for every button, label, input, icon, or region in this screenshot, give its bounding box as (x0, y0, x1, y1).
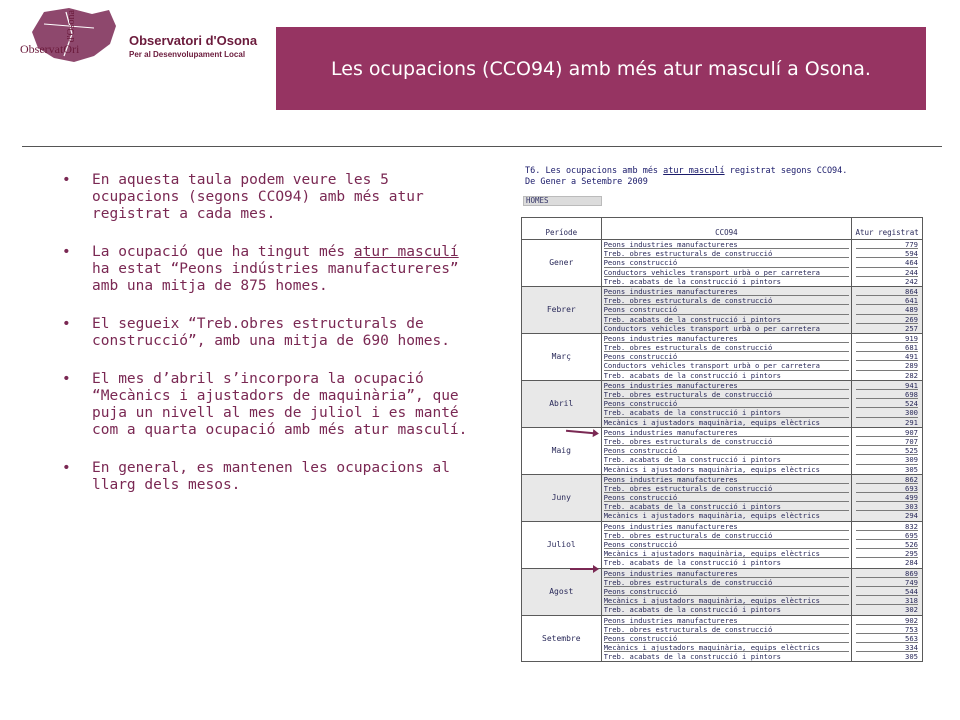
value-cell (852, 568, 923, 615)
occupation-cell (601, 380, 852, 427)
table-header-row (522, 218, 923, 240)
atur-value: 269 (856, 315, 918, 324)
atur-value: 919 (856, 334, 918, 343)
occupation-name: Treb. obres estructurals de construcció (604, 625, 850, 634)
table-row (522, 615, 923, 662)
period-cell: Juliol (522, 521, 602, 568)
atur-value: 499 (856, 493, 918, 502)
atur-value: 563 (856, 634, 918, 643)
atur-value: 244 (856, 268, 918, 277)
occupation-name: Treb. acabats de la construcció i pintors (603, 605, 781, 615)
value-cell (852, 380, 923, 427)
occupation-name: Conductors vehicles transport urbà o per carretera (604, 268, 850, 277)
atur-value: 524 (856, 399, 918, 408)
bullet-text-end: ha estat “Peons indústries manufactureres” amb una mitja de 875 homes. (92, 261, 459, 294)
value-cell (852, 615, 923, 662)
value-cell (852, 474, 923, 521)
atur-value: 749 (856, 578, 918, 587)
atur-value: 681 (856, 343, 918, 352)
atur-value: 302 (905, 605, 918, 615)
bullet-text: El mes d’abril s’incorpora la ocupació “Mecànics i ajustadors de maquinària”, que puja un nivell al mes de juliol i es manté com a quarta ocupació amb més atur masculí. (92, 371, 468, 438)
bullet-text: En general, es mantenen les ocupacions al llarg dels mesos. (92, 460, 450, 493)
atur-value: 864 (856, 287, 918, 296)
occupation-name: Peons construcció (604, 493, 850, 502)
occupation-name: Treb. acabats de la construcció i pintors (604, 455, 850, 464)
atur-value: 291 (905, 417, 918, 427)
atur-value: 295 (856, 549, 918, 558)
bullet-item (62, 244, 482, 295)
atur-value: 544 (856, 587, 918, 596)
bullet-item (62, 460, 482, 494)
atur-value: 491 (856, 352, 918, 361)
atur-value: 242 (905, 276, 918, 286)
occupation-cell (601, 240, 852, 287)
occupation-name: Treb. acabats de la construcció i pintors (603, 558, 781, 568)
bullet-underline: atur masculí (353, 244, 459, 260)
atur-value: 526 (856, 540, 918, 549)
occupation-name: Peons construcció (604, 634, 850, 643)
occupation-cell (601, 333, 852, 380)
occupation-name: Peons construcció (604, 258, 850, 267)
atur-value: 282 (905, 370, 918, 380)
caption-underline: atur masculí (663, 166, 725, 176)
period-cell: Setembre (522, 615, 602, 662)
value-cell (852, 427, 923, 474)
atur-value: 832 (856, 522, 918, 531)
occupation-name: Peons construcció (604, 446, 850, 455)
table-row (522, 568, 923, 615)
occupation-name: Peons industries manufactureres (604, 287, 850, 296)
atur-value: 779 (856, 240, 918, 249)
occupations-table (521, 217, 923, 662)
table-row (522, 380, 923, 427)
occupation-name: Conductors vehicles transport urbà o per carretera (603, 323, 820, 333)
period-cell: Gener (522, 240, 602, 287)
period-cell: Febrer (522, 286, 602, 333)
atur-value: 869 (856, 569, 918, 578)
bullet-item (62, 316, 482, 350)
arrow-juliol-icon (570, 568, 594, 570)
period-cell: Abril (522, 380, 602, 427)
occupation-name: Peons industries manufactureres (604, 428, 850, 437)
occupation-cell (601, 286, 852, 333)
atur-value: 594 (856, 249, 918, 258)
atur-value: 707 (856, 437, 918, 446)
header-atur: Atur registrat (852, 218, 923, 240)
value-cell (852, 333, 923, 380)
atur-value: 902 (856, 616, 918, 625)
occupation-name: Treb. acabats de la construcció i pintors (604, 315, 850, 324)
bullet-item (62, 371, 482, 439)
atur-value: 334 (856, 643, 918, 652)
occupation-name: Conductors vehicles transport urbà o per carretera (604, 361, 850, 370)
atur-value: 318 (856, 596, 918, 605)
period-cell: Agost (522, 568, 602, 615)
logo-tagline: Per al Desenvolupament Local (129, 50, 246, 59)
occupation-name: Peons construcció (604, 305, 850, 314)
period-cell: Març (522, 333, 602, 380)
header-cco94: CCO94 (601, 218, 852, 240)
occupation-name: Treb. acabats de la construcció i pintors (604, 502, 850, 511)
bullet-list (62, 172, 482, 515)
logo-name: Observatori d'Osona (129, 33, 258, 48)
atur-value: 641 (856, 296, 918, 305)
occupation-cell (601, 427, 852, 474)
occupation-name: Treb. obres estructurals de construcció (604, 578, 850, 587)
atur-value: 698 (856, 390, 918, 399)
atur-value: 693 (856, 484, 918, 493)
occupation-name: Mecànics i ajustadors maquinària, equips elèctrics (603, 511, 820, 521)
occupation-name: Peons construcció (604, 587, 850, 596)
table-row (522, 333, 923, 380)
occupation-name: Treb. obres estructurals de construcció (604, 437, 850, 446)
occupation-name: Peons industries manufactureres (604, 569, 850, 578)
table-row (522, 240, 923, 287)
logo-wordmark: ObservatOri (20, 42, 80, 56)
atur-value: 489 (856, 305, 918, 314)
occupation-name: Treb. acabats de la construcció i pintors (603, 370, 781, 380)
header-period: Període (522, 218, 602, 240)
atur-value: 300 (856, 408, 918, 417)
table-row (522, 286, 923, 333)
occupation-name: Peons industries manufactureres (604, 475, 850, 484)
atur-value: 309 (856, 455, 918, 464)
table-row (522, 427, 923, 474)
occupation-name: Treb. obres estructurals de construcció (604, 343, 850, 352)
atur-value: 289 (856, 361, 918, 370)
occupation-name: Mecànics i ajustadors maquinària, equips elèctrics (604, 549, 850, 558)
bullet-text: La ocupació que ha tingut més (92, 244, 354, 260)
occupation-name: Treb. acabats de la construcció i pintors (603, 652, 781, 662)
period-cell: Maig (522, 427, 602, 474)
title-banner (276, 27, 926, 110)
period-cell: Juny (522, 474, 602, 521)
caption-line1-end: registrat segons CCO94. (724, 166, 848, 176)
divider (22, 146, 942, 147)
atur-value: 284 (905, 558, 918, 568)
table-row (522, 474, 923, 521)
atur-value: 305 (905, 652, 918, 662)
atur-value: 753 (856, 625, 918, 634)
atur-value: 862 (856, 475, 918, 484)
atur-value: 257 (905, 323, 918, 333)
value-cell (852, 240, 923, 287)
occupation-cell (601, 521, 852, 568)
occupation-name: Mecànics i ajustadors maquinària, equips elèctrics (604, 643, 850, 652)
caption-line1: T6. Les ocupacions amb més (525, 166, 664, 176)
occupation-name: Treb. obres estructurals de construcció (604, 296, 850, 305)
table-caption (525, 166, 847, 188)
logo (14, 4, 264, 74)
occupation-name: Peons construcció (604, 540, 850, 549)
occupation-name: Treb. obres estructurals de construcció (604, 484, 850, 493)
table-row (522, 521, 923, 568)
bullet-text: En aquesta taula podem veure les 5 ocupacions (segons CCO94) amb més atur registrat a cada mes. (92, 172, 424, 222)
atur-value: 907 (856, 428, 918, 437)
occupation-name: Treb. obres estructurals de construcció (604, 531, 850, 540)
occupation-name: Peons industries manufactureres (604, 616, 850, 625)
occupation-name: Peons construcció (604, 399, 850, 408)
atur-value: 525 (856, 446, 918, 455)
value-cell (852, 286, 923, 333)
bullet-text: El segueix “Treb.obres estructurals de construcció”, amb una mitja de 690 homes. (92, 316, 450, 349)
occupation-name: Treb. obres estructurals de construcció (604, 390, 850, 399)
occupation-name: Peons construcció (604, 352, 850, 361)
occupation-name: Peons industries manufactureres (604, 522, 850, 531)
bullet-item (62, 172, 482, 223)
occupation-cell (601, 568, 852, 615)
occupation-name: Mecànics i ajustadors maquinària, equips elèctrics (603, 417, 820, 427)
atur-value: 695 (856, 531, 918, 540)
occupation-name: Peons industries manufactureres (604, 334, 850, 343)
occupation-name: Treb. acabats de la construcció i pintors (603, 276, 781, 286)
subset-label: HOMES (523, 196, 602, 206)
value-cell (852, 521, 923, 568)
occupation-name: Mecànics i ajustadors maquinària, equips elèctrics (604, 596, 850, 605)
caption-line2: De Gener a Setembre 2009 (525, 177, 648, 187)
logo-vertical-text: d'Osona (66, 10, 77, 43)
atur-value: 303 (856, 502, 918, 511)
occupation-name: Peons industries manufactureres (604, 381, 850, 390)
atur-value: 941 (856, 381, 918, 390)
atur-value: 294 (905, 511, 918, 521)
atur-value: 464 (856, 258, 918, 267)
occupation-cell (601, 474, 852, 521)
occupation-name: Treb. acabats de la construcció i pintors (604, 408, 850, 417)
atur-value: 305 (905, 464, 918, 474)
occupation-name: Peons industries manufactureres (604, 240, 850, 249)
occupation-cell (601, 615, 852, 662)
occupation-name: Mecànics i ajustadors maquinària, equips elèctrics (603, 464, 820, 474)
page-title: Les ocupacions (CCO94) amb més atur masculí a Osona. (331, 57, 871, 80)
occupation-name: Treb. obres estructurals de construcció (604, 249, 850, 258)
